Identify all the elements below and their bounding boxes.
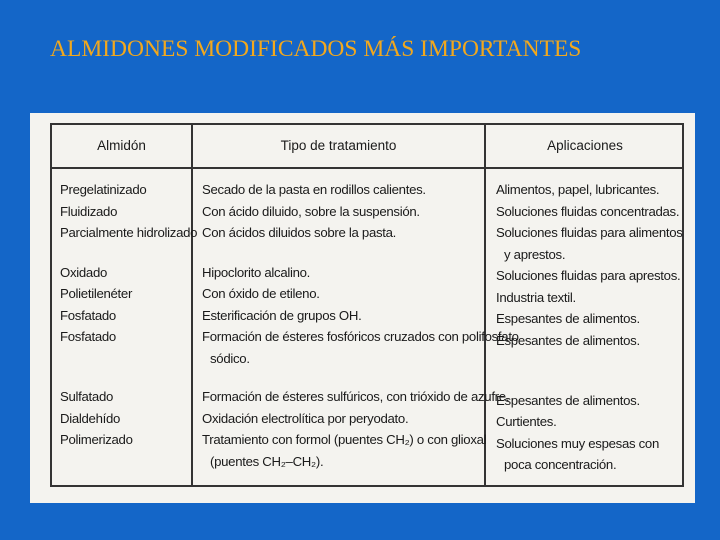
- aplicaciones-cell: Curtientes.: [496, 414, 557, 429]
- aplicaciones-column: [496, 179, 683, 476]
- header-tipo-tratamiento: Tipo de tratamiento: [280, 138, 397, 153]
- tratamiento-cell: Esterificación de grupos OH.: [202, 307, 362, 323]
- slide-title: ALMIDONES MODIFICADOS MÁS IMPORTANTES: [50, 36, 582, 62]
- tratamiento-cell: Secado de la pasta en rodillos calientes.: [202, 182, 426, 197]
- tratamiento-column: [202, 179, 519, 472]
- aplicaciones-cell: y aprestos.: [504, 246, 566, 262]
- tratamiento-cell: Formación de ésteres sulfúricos, con trióxido de azufre.: [202, 389, 510, 404]
- almidon-cell: Fluidizado: [60, 203, 118, 219]
- aplicaciones-cell: Industria textil.: [496, 289, 576, 305]
- aplicaciones-cell: Soluciones fluidas concentradas.: [496, 203, 680, 219]
- almidon-cell: Oxidado: [60, 264, 108, 280]
- tratamiento-cell: Hipoclorito alcalino.: [202, 264, 311, 280]
- aplicaciones-cell: Soluciones muy espesas con: [496, 435, 660, 451]
- almidon-cell: Polimerizado: [60, 432, 133, 447]
- treatments-table: [50, 123, 684, 487]
- almidon-cell: Dialdehído: [60, 410, 121, 426]
- header-aplicaciones: Aplicaciones: [547, 138, 623, 153]
- almidon-column: [60, 179, 197, 451]
- aplicaciones-cell: Espesantes de alimentos.: [496, 392, 640, 408]
- almidon-cell: Sulfatado: [60, 389, 114, 404]
- almidon-cell: Pregelatinizado: [60, 182, 147, 197]
- header-almidon: Almidón: [97, 138, 146, 153]
- tratamiento-cell: sódico.: [210, 350, 250, 366]
- almidon-cell: Fosfatado: [60, 307, 116, 323]
- aplicaciones-cell: Espesantes de alimentos.: [496, 311, 640, 326]
- tratamiento-cell: Con ácidos diluidos sobre la pasta.: [202, 225, 397, 240]
- tratamiento-cell: Con óxido de etileno.: [202, 286, 320, 301]
- tratamiento-cell: Tratamiento con formol (puentes CH₂) o con glioxal: [202, 432, 487, 447]
- tratamiento-cell: Oxidación electrolítica por peryodato.: [202, 410, 409, 426]
- tratamiento-cell: Con ácido diluido, sobre la suspensión.: [202, 203, 420, 219]
- aplicaciones-cell: Alimentos, papel, lubricantes.: [496, 182, 660, 197]
- tratamiento-cell: (puentes CH₂–CH₂).: [210, 453, 324, 469]
- tratamiento-cell: Formación de ésteres fosfóricos cruzados con polifosfato: [202, 329, 519, 344]
- aplicaciones-cell: Soluciones fluidas para aprestos.: [496, 268, 681, 283]
- scanned-table-image: [30, 113, 695, 503]
- almidon-cell: Parcialmente hidrolizado: [60, 225, 198, 240]
- aplicaciones-cell: Espesantes de alimentos.: [496, 332, 640, 348]
- almidon-cell: Fosfatado: [60, 329, 116, 344]
- aplicaciones-cell: Soluciones fluidas para alimentos: [496, 225, 683, 240]
- aplicaciones-cell: poca concentración.: [504, 457, 617, 472]
- almidon-cell: Polietilenéter: [60, 286, 133, 301]
